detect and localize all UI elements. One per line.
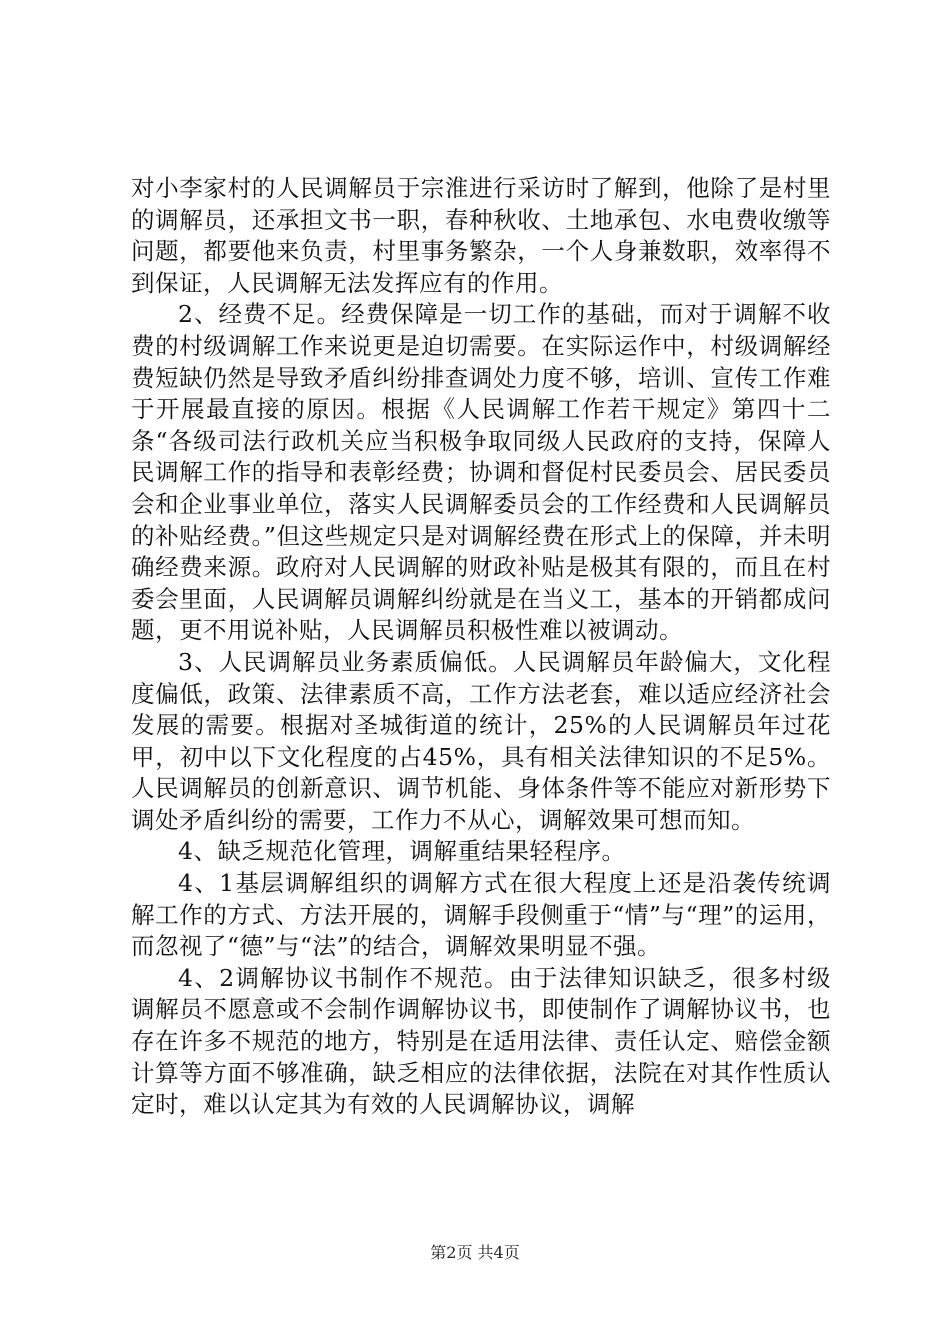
document-body [131,173,831,1121]
paragraph-funding: 2、经费不足。经费保障是一切工作的基础，而对于调解不收费的村级调解工作来说更是迫切需要。在实际运作中，村级调解经费短缺仍然是导致矛盾纠纷排查调处力度不够，培训、宣传工作难于开展最直接的原因。根据《人民调解工作若干规定》第四十二条“各级司法行政机关应当积极争取同级人民政府的支持，保障人民调解工作的指导和表彰经费；协调和督促村民委员会、居民委员会和企业事业单位，落实人民调解委员会的工作经费和人民调解员的补贴经费。”但这些规定只是对调解经费在形式上的保障，并未明确经费来源。政府对人民调解的财政补贴是极其有限的，而且在村委会里面，人民调解员调解纠纷就是在当义工，基本的开销都成问题，更不用说补贴，人民调解员积极性难以被调动。 [131,300,831,645]
paragraph-continuation: 对小李家村的人民调解员于宗淮进行采访时了解到，他除了是村里的调解员，还承担文书一职，春种秋收、土地承包、水电费收缴等问题，都要他来负责，村里事务繁杂，一个人身兼数职，效率得不到保证，人民调解无法发挥应有的作用。 [131,174,831,297]
page-indicator: 第2页 共4页 [430,1243,520,1262]
paragraph-agreement: 4、2调解协议书制作不规范。由于法律知识缺乏，很多村级调解员不愿意或不会制作调解协议书，即使制作了调解协议书，也存在许多不规范的地方，特别是在适用法律、责任认定、赔偿金额计算等方面不够准确，缺乏相应的法律依据，法院在对其作性质认定时，难以认定其为有效的人民调解协议，调解 [131,963,831,1119]
paragraph-quality: 3、人民调解员业务素质偏低。人民调解员年龄偏大，文化程度偏低，政策、法律素质不高，工作方法老套，难以适应经济社会发展的需要。根据对圣城街道的统计，25%的人民调解员年过花甲，初中以下文化程度的占45%，具有相关法律知识的不足5%。人民调解员的创新意识、调节机能、身体条件等不能应对新形势下调处矛盾纠纷的需要，工作力不从心，调解效果可想而知。 [131,647,831,834]
paragraph-method: 4、1基层调解组织的调解方式在很大程度上还是沿袭传统调解工作的方式、方法开展的，调解手段侧重于“情”与“理”的运用，而忽视了“德”与“法”的结合，调解效果明显不强。 [131,869,831,961]
paragraph-management: 4、缺乏规范化管理，调解重结果轻程序。 [178,837,626,866]
